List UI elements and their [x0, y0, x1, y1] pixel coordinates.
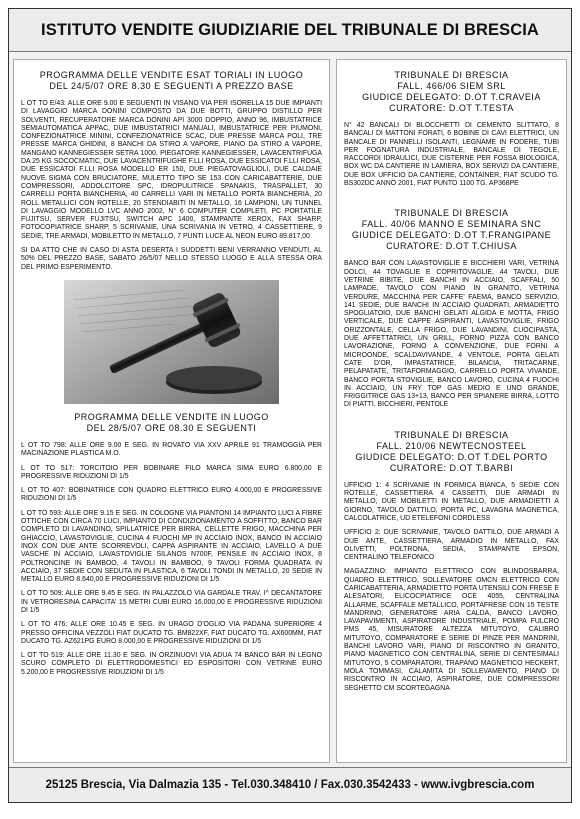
- gavel-icon: [64, 280, 279, 404]
- lotto-item: L OT TO 476: ALLE ORE 10.45 E SEG. IN URAGO D'OGLIO VIA PADANA SUPERIORE 4 PRESSO OFFICINA VEZZOLI FIAT DUCATO TG. BM822XF, FIAT DUCATO TG. AX600MM, FIAT DUCATO TG. AZ621PG EURO 8.000,00 E PROGRESSIVE RIDUZIONI DI 1/5: [21, 621, 322, 645]
- fallimento-body: BANCO BAR CON LAVASTOVIGLIE E BICCHIERI VARI, VETRINA DOLCI, 44 TOVAGLIE E COPRITOVAGLIE, 44 TAVOLI, DUE VETRINE BIBITE, DUE BANCHI IN ACCIAIO, SCAFFALI, 50 LAMPADE, TAVOLO CON PIANO IN GRANITO, VETRINA VERDURE, MACCHINA PER CAFFE' FAEMA, BANCO SERVIZIO, 141 SEDIE, DUE BANCHI IN ACCIAIO QUADRATI, ARMADIETTO SPOGLIATOIO, DUE BANCHI GELATI ALGIDA E MOTTA, FRIGO VERTICALE, DUE CAPPE ASPIRANTI, LAVASTOVIGLIE, FRIGO ORIZZONTALE, CELLA FRIGO, DUE LAVANDINI, CUOCIPASTA, DUE AFFETTATRICI, UN GRILL, FORNO PIZZA CON BANCO LAVORAZIONE, FORNO A CONVENZIONE, DUE FORNI A MICROONDE, SCALDAVIVANDE, 4 VENTOLE, PORTA GELATI CATE D'OR, IMPASTATRICE, BILANCIA, TRITACARNE, PELAPATATE, TRITAFORMAGGIO, CARRELLO PORTA VIVANDE, BANCO PORTA STOVIGLIE, BANCO LAVORO, CUCINA 4 FUOCHI IN ACCIAIO, UN FRY TOP GAS MEDIO E UNO GRANDE, FRIGGITRICE GAS 13+13, BANCO PER SPIANERE BIRRA, LOTTO DI PIATTI, BICCHIERI, PENTOLE: [344, 260, 559, 409]
- section-title-line: PROGRAMMA DELLE VENDITE ESAT TORIALI IN LUOGO: [39, 70, 304, 80]
- tribunale-label: TRIBUNALE DI BRESCIA: [394, 429, 509, 440]
- giudice-label: GIUDICE DELEGATO: D.OT T.CRAVEIA: [362, 92, 541, 102]
- section-title-line: PROGRAMMA DELLE VENDITE IN LUOGO: [74, 411, 269, 422]
- footer-contact: 25125 Brescia, Via Dalmazia 135 - Tel.030.348410 / Fax.030.3542433 - www.ivgbrescia.com: [45, 779, 535, 791]
- asta-deserta-note: SI DA ATTO CHE IN CASO DI ASTA DESERTA I SUDDETTI BENI VERRANNO VENDUTI, AL 50% DEL PREZZO BASE, SABATO 26/5/07 NELLO STESSO LUOGO E ALLA STESSA ORA DEL PRIMO ESPERIMENTO.: [21, 247, 322, 271]
- magazzino-text: MAGAZZINO: IMPIANTO ELETTRICO CON BLINDOSBARRA, QUADRO ELETTRICO, SOLLEVATORE OMCN ELETTRICO CON CARICABATTERIA, ARMADIETTO PORTA UTENSILI CON FRESE E ALESATORI, ELICOCPIATRICE OCE 4055, CENTRALINA ALLARME, SCAFFALE METALLICO, PORTAFRESE CON 15 TESTE MANDRINO, GENERATORE ARIA CALDA, BANCO LAVORO, LAVAPAVIMENTI, ASPIRATORE INDUSTRIALE, POMPA FULCRO PMS 45, MISURATORE ALTEZZA MITUTOYO, CALIBRO MITUTOYO, COMPARATORE E SERIE DI PINZE PER MANDRINI, BANCHI LAVORO VARI, PIANO DI RISCONTRO IN GRANITO, PIANO MAGNETICO CON CENTRALINA, SERIE DI CENTESIMALI MITUTOYO, 5 COMPARATORI, TRAPANO MAGNETICO HECKERT, MOLA TOMMASI, CALAMITA DI SOLLEVAMENTO, PIANO DI RISCONTRO IN ACCIAIO, ASPIRATORE, DUE COMPRESSORI SEGHETTO CM SCORTEGAGNA: [344, 568, 559, 692]
- lotto-item: L OT TO 593: ALLE ORE 9.15 E SEG. IN COLOGNE VIA PIANTONI 14 IMPIANTO LUCI A FIBRE OTTICHE CON CIRCA 70 LUCI, IMPIANTO DI CONDIZIONAMENTO A SOFFITTO, BANCO BAR COMPLETO DI LAVANDINO, SPILLATRICE PER BIRRA, CELLETTE FRIGO, MACCHINA PER GHIACCIO, LAVASTOVIGLIE, CUCINA 4 FUOCHI MP IN ACCIAIO INOX, BANCO IN ACCIAIO INOX CON DUE ANTE SCORREVOLI, CAPPA ASPIRANTE IN ACCIAIO, LAVELLO A DUE VASCHE IN ACCIAIO, LAVASTOVIGLIE SILANOS N700F, PENSILE IN ACCIAIO INOX, 8 POLTRONCINE IN BAMBOO, 4 TAVOLI IN BAMBOO, 9 TAVOLI FORMA QUADRATA IN ACCIAIO, 37 SEDIE CON SEDUTA IN PLASTICA, 6 TAVOLI TONDI IN METALLO, 20 SEDIE IN METALLO EURO 8.640,00 E PROGRESSIVE RIDUZIONI DI 1/5: [21, 509, 322, 584]
- ufficio-1-text: UFFICIO 1: 4 SCRIVANIE IN FORMICA BIANCA, 5 SEDIE CON ROTELLE, CASSETTIERA 4 CASSETTI, DUE ARMADI IN METALLO, DUE MOBILETTI IN METALLO, DUE ARMADIETTI A GIORNO, TAVOLO DATTILO, PORTA PC, LAVAGNA MAGNETICA, CALCOLATRICE, UD ETELEFONI CORDLESS: [344, 481, 559, 522]
- page: [8, 8, 572, 803]
- giudice-label: GIUDICE DELEGATO: D.OT T.FRANGIPANE: [351, 230, 552, 241]
- giudice-label: GIUDICE DELEGATO: D.OT T.DEL PORTO: [355, 451, 548, 462]
- fallimento-header-siem: [344, 70, 559, 114]
- lotto-item: L OT TO 798: ALLE ORE 9.00 E SEG. IN ROVATO VIA XXV APRILE 91 TRAMOGGIA PER MACINAZIONE PLASTICA M.O.: [21, 441, 322, 458]
- left-column: [13, 59, 330, 763]
- lotto-item: L OT TO 407: BOBINATRICE CON QUADRO ELETTRICO EURO 4.000,00 E PROGRESSIVE RIDUZIONI DI 1/5: [21, 487, 322, 503]
- lotto-item: L OT TO 519: ALLE ORE 11.30 E SEG. IN ORZINUOVI VIA ADUA 74 BANCO BAR IN LEGNO SCURO COMPLETO DI ELETTRODOMESTICI ED ESPOSITORI CON VETRINE EURO 5.200,00 E PROGRESSIVE RIDUZIONI DI 1/5: [21, 652, 322, 676]
- fallimento-header-newtecnosteel: [344, 430, 559, 474]
- curatore-label: CURATORE: D.OT T.BARBI: [389, 462, 514, 473]
- fallimento-label: FALL. 466/06 SIEM SRL: [397, 81, 506, 91]
- fallimento-body: N° 42 BANCALI DI BLOCCHETTI DI CEMENTO SLITTATO, 8 BANCALI DI MATTONI FORATI, 6 BOBINE DI CAVI ELETTRICI, UN BANCALE DI PANNELLI ISOLANTI, LEGNAME IN FODERE, TUBI PER FOGNATURA INDUSTRIALE, BANCALE DI TEGOLE, RACCORDI IDRAULICI, DUE CISTERNE PER FOSSA BIOLOGICA, BOX WC DA CANTIERE IN LAMIERA, BOX SERVIZI DA CANTIERE, DUE BOX UFFICIO DA CANTIERE, CONTAINER, FIAT SCUDO TG. BS302DC ANNO 2001, FIAT PUNTO 1100 TG. AP368PE: [344, 122, 559, 188]
- lotto-e43-text: L OT TO E/43: ALLE ORE 9.00 E SEGUENTI IN VISANO VIA PER ISORELLA 15 DUE IMPIANTI DI LAVAGGIO MARCA DONINI COMPOSTO DA DUE BOTTI, GRUPPO DISTILLO PER SOLVENTI, RECUPERATORE MARCA DONINI API 3000 DOPPIO, ANNO 96, IMBUSTATRICE SEMIAUTOMATICA APPAC, DUE IMBUSTATRICI MANUALI, IMBUSTATRICE PER PIUMONI, CONFEZIONATRICE MININI, CONFEZIONATRICE SCAC, DUE PRESSE MARCA POLI, TRE PRESSE MARCA GHIDINI, 8 BANCHI DA STIRO A VAPORE, PIANO DA STIRO A VAPORE, MANGANO KANNEGIESSER SETRA 1000, PIEGATORE KANNEGIESSER, LAVACENTRIFUGA DA 25 KG SOCOCMATIC, DUE LAVACENTRIFUGHE F.LLI ROSA, DUE ESSICATOI F.LLI ROSA, DUE ESSICATOI F.LLI ROSA MODELLO ER 150, DUE PIEGATOVAGLIOLI, DUE CALDAIE NUOVE SIGMA CON BRUCIATORE, MULETTO TIPO SE 153 CON CARICABATTERIE, DUE COMPRESSORI, ADDOLCITORE SPC, IDROPULITRICE SPANAKIS, TRASPALLET, 30 CARRELLI PORTA BIANCHERIA, 40 CARRELLI VARI IN METALLO PORTA BIANCHERIA, 20 ROLL METALLICI CON ROTELLE, 20 STENDIABITI IN METALLO, 16 LAMPIONI, UN TUNNEL DI LAVAGGIO MODELLO LVC ANNO 2002, N° 6 COMPUTER COMPLETI, PC PORTATILE FUJITSU, SERVER FUJITSU, SWITCH APC 1400, STAMPANTE XEROX, FAX SHARP, FOTOCOPIATRICE SHARP, 5 SCRIVANIE, UNA SCRIVANIA IN VETRO, 4 CASSETTIERE, 9 SEDIE, TRE ARMADI, MOBILETTO IN METALLO, 7 PUNTI LUCE AL NEON EURO 89.817,00: [21, 100, 322, 240]
- page-title: ISTITUTO VENDITE GIUDIZIARIE DEL TRIBUNALE DI BRESCIA: [41, 20, 539, 39]
- section-title-line: DEL 28/5/07 ORE 08.30 E SEGUENTI: [86, 422, 257, 433]
- right-column: [336, 59, 567, 763]
- ufficio-2-text: UFFICIO 2: DUE SCRIVANIE, TAVOLO DATTILO, DUE ARMADI A DUE ANTE, CASSETTIERA, ARMADIO IN METALLO, FAX OLIVETTI, POLTRONA, SEDIA, STAMPANTE EPSON, CENTRALINO TELEFONICO: [344, 529, 559, 562]
- fallimento-header-manno: [344, 208, 559, 252]
- header: [9, 9, 571, 52]
- curatore-label: CURATORE: D.OT T.CHIUSA: [386, 241, 517, 252]
- fallimento-label: FALL. 40/06 MANNO E SEMINARA SNC: [361, 219, 542, 230]
- section-title-luogo: [21, 412, 322, 434]
- fallimento-label: FALL. 210/06 NEWTECNOSTEEL: [376, 440, 527, 451]
- columns: [13, 59, 567, 763]
- curatore-label: CURATORE: D.OT T.TESTA: [389, 103, 514, 113]
- lotto-item: L OT TO 509: ALLE ORE 9.45 E SEG. IN PALAZZOLO VIA GARDALE TRAV. I^ DECANTATORE IN VETRORESINA CAPACITA' 15 METRI CUBI EURO 16.000,00 E PROGRESSIVE RIDUZIONI DI 1/5: [21, 590, 322, 614]
- tribunale-label: TRIBUNALE DI BRESCIA: [394, 70, 509, 80]
- footer: [9, 767, 571, 802]
- section-title-esattoriali: [21, 70, 322, 92]
- lotto-item: L OT TO 517: TORCITOIO PER BOBINARE FILO MARCA SIMA EURO 6.800,00 E PROGRESSIVE RIDUZIONI DI 1/5: [21, 464, 322, 480]
- section-title-line: DEL 24/5/07 ORE 8.30 E SEGUENTI A PREZZO BASE: [49, 81, 294, 91]
- tribunale-label: TRIBUNALE DI BRESCIA: [394, 208, 509, 219]
